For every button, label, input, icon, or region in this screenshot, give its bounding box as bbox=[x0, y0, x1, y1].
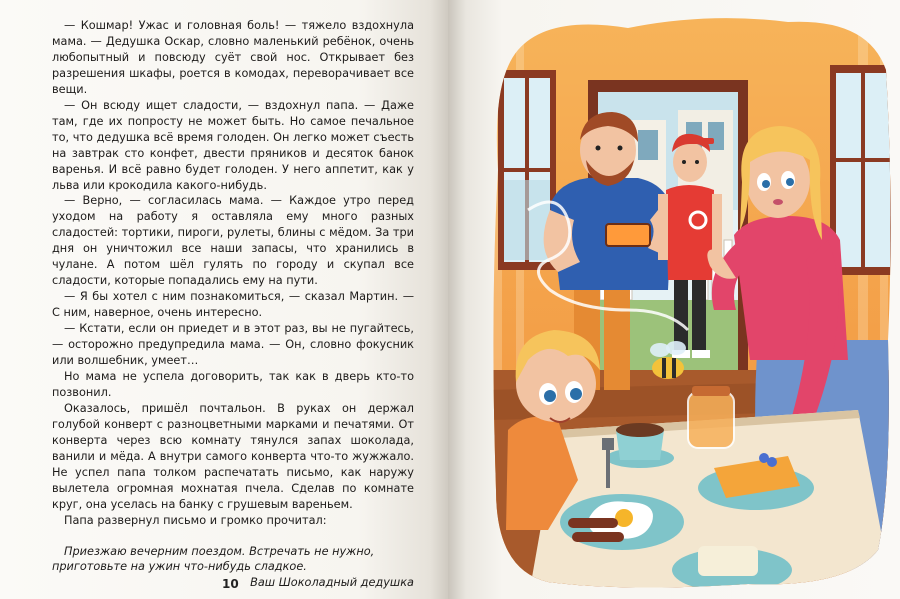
story-text bbox=[52, 18, 414, 591]
kitchen-illustration bbox=[488, 10, 894, 590]
story-paragraph: Оказалось, пришёл почтальон. В руках он держал голубой конверт с разноцветными марками и печатями. От конверта через всю комнату тянулся запах шоколада, ванили и мёда. А внутри самого конверта что-то жужжало. Не успел папа толком распечатать письмо, как наружу вылетела огромная мохнатая пчела. Сделав по комнате круг, она уселась на банку с грушевым вареньем. bbox=[52, 401, 414, 511]
story-paragraph: Но мама не успела договорить, так как в дверь кто-то позвонил. bbox=[52, 369, 414, 399]
story-paragraph: Папа развернул письмо и громко прочитал: bbox=[64, 513, 327, 527]
story-paragraph: — Кстати, если он приедет и в этот раз, вы не пугайтесь, — осторожно предупредила мама. — Он, словно фокусник или волшебник, умеет… bbox=[52, 322, 414, 368]
story-paragraph: — Верно, — согласилась мама. — Каждое утро перед уходом на работу я оставляла ему много разных сладостей: тортики, пироги, рулеты, блины с мёдом. За три дня он уничтожил все наши запасы, что хранились в чулане. А потом шёл гулять по городу и скупал все сладости, которые попадались ему на пути. bbox=[52, 194, 414, 288]
left-page bbox=[0, 0, 448, 599]
story-paragraph: — Я бы хотел с ним познакомиться, — сказал Мартин. — С ним, наверное, очень интересно. bbox=[52, 290, 414, 320]
page-number: 10 bbox=[222, 577, 239, 591]
letter-text: Приезжаю вечерним поездом. Встречать не нужно, приготовьте на ужин что-нибудь сладкое. bbox=[52, 544, 375, 574]
story-paragraph: — Он всюду ищет сладости, — вздохнул папа. — Даже там, где их попросту не может быть. Но самое печальное то, что дедушка всё время голоден. Он легко может съесть на завтрак сто конфет, двести пряников и десяток банок варенья. И всё равно будет голоден. У него аппетит, как у льва или крокодила какого-нибудь. bbox=[52, 98, 414, 192]
letter-signature: Ваш Шоколадный дедушка bbox=[250, 576, 414, 590]
story-paragraph: — Кошмар! Ужас и головная боль! — тяжело вздохнула мама. — Дедушка Оскар, словно маленький ребёнок, очень любопытный и повсюду суёт свой нос. Открывает без разрешения шкафы, роется в комодах, переворачивает все вещи. bbox=[52, 19, 414, 96]
